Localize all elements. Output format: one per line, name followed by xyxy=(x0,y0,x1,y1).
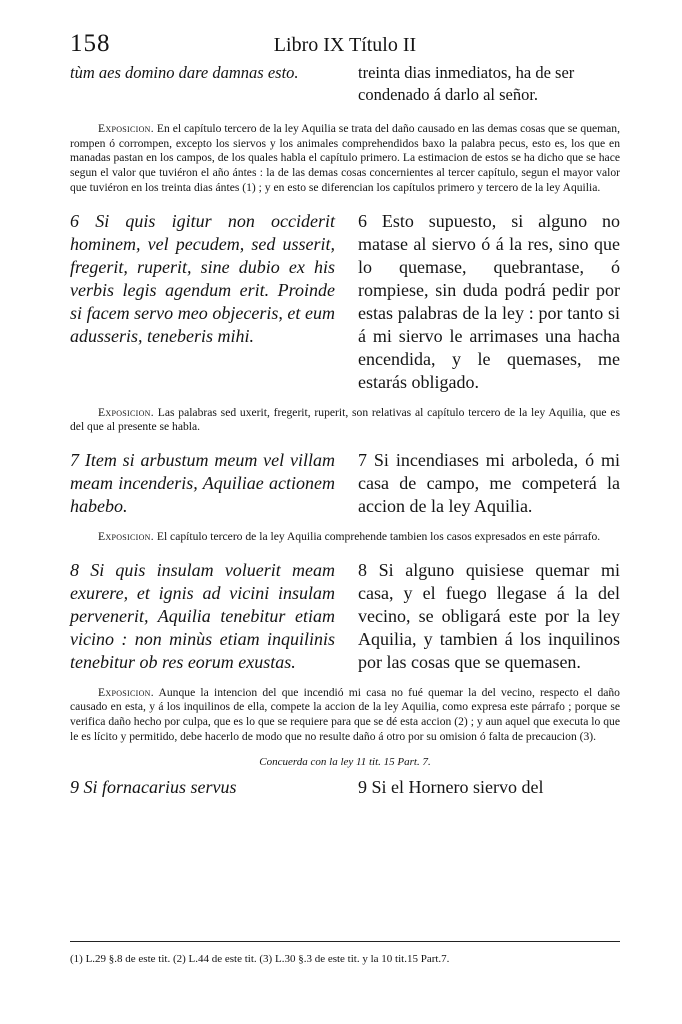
exposition-3 xyxy=(70,530,620,545)
book-page xyxy=(70,28,620,799)
concordance-note: Concuerda con la ley 11 tit. 15 Part. 7. xyxy=(259,756,431,769)
page-header xyxy=(70,28,620,62)
exposition-text: En el capítulo tercero de la ley Aquilia se trata del daño causado en las demas cosas que se queman, rompen ó corrompen, excepto los siervos y los animales comprehendidos baxo la palabra pecus, esto es, los que en manadas pastan en los campos, de los quales habla el capítulo primero. La estimacion de estos se ha dicho que se hace segun el valor que tuviéron el año ántes : la de las demas cosas concernientes al tercer capítulo, segun el mayor valor que tuviéron en los treinta dias ántes (1) ; y en esto se diferencian los capítulos primero y tercero de la ley Aquilia. xyxy=(70,122,620,194)
paragraph-9 xyxy=(70,776,620,799)
exposition-4 xyxy=(70,686,620,745)
paragraph-latin: 7 Item si arbustum meum vel villam meam incenderis, Aquiliae actionem habebo. xyxy=(70,449,335,516)
intro-latin: tùm aes domino dare damnas esto. xyxy=(70,63,299,82)
paragraph-latin: 9 Si fornacarius servus xyxy=(70,777,237,798)
intro-block xyxy=(70,62,620,106)
footnote-rule xyxy=(70,941,620,942)
paragraph-spanish: 8 Si alguno quisiese quemar mi casa, y el fuego llegase á la del vecino, se obligará este por la ley Aquilia, y tambien á los inquilinos por las cosas que se quemasen. xyxy=(358,559,620,672)
paragraph-8 xyxy=(70,559,620,674)
paragraph-latin: 8 Si quis insulam voluerit meam exurere, et ignis ad vicini insulam pervenerit, Aquilia tenebitur etiam vicino : non minùs etiam inquilinis tenebitur ob res eorum exustas. xyxy=(70,559,335,672)
exposition-label: Exposicion. xyxy=(98,685,154,699)
exposition-text: El capítulo tercero de la ley Aquilia comprehende tambien los casos expresados en este párrafo. xyxy=(156,529,601,543)
paragraph-latin: 6 Si quis igitur non occiderit hominem, vel pecudem, sed usserit, fregerit, ruperit, sine dubio ex his verbis legis agendum erit. Proinde si facem servo meo objeceris, et eum adusseris, teneberis mihi. xyxy=(70,210,335,346)
exposition-label: Exposicion. xyxy=(98,405,154,419)
exposition-1 xyxy=(70,122,620,196)
footnotes: (1) L.29 §.8 de este tit. (2) L.44 de este tit. (3) L.30 §.3 de este tit. y la 10 tit.15 Part.7. xyxy=(70,953,450,965)
paragraph-7 xyxy=(70,449,620,518)
paragraph-6 xyxy=(70,210,620,394)
paragraph-spanish: 9 Si el Hornero siervo del xyxy=(358,777,544,798)
paragraph-spanish: 6 Esto supuesto, si alguno no matase al siervo ó á la res, sino que lo quemase, quebrantase, ó rompiese, sin duda podrá pedir por estas palabras de la ley : por tanto si á mi siervo le arrimases una hacha encendida, y le quemases, me estarás obligado. xyxy=(358,210,620,392)
exposition-label: Exposicion. xyxy=(98,529,154,543)
exposition-label: Exposicion. xyxy=(98,122,154,135)
paragraph-spanish: 7 Si incendiases mi arboleda, ó mi casa de campo, me competerá la accion de la ley Aquilia. xyxy=(358,449,620,516)
exposition-text: Aunque la intencion del que incendió mi casa no fué quemar la del vecino, respecto el daño causado en esta, y á los inquilinos de ella, compete la accion de la ley Aquilia, como expresa este párrafo ; porque se verifica daño hecho por culpa, que es lo que se requiere para que se dé esta accion (2) ; y aun aquel que executa lo que le es lícito y permitido, debe hacerlo de modo que no resulte daño á otro por su omision ó falta de precaucion (3). xyxy=(70,685,620,743)
running-title: Libro IX Título II xyxy=(273,34,417,56)
intro-spanish: treinta dias inmediatos, ha de ser condenado á darlo al señor. xyxy=(358,63,575,104)
exposition-2 xyxy=(70,406,620,435)
page-number: 158 xyxy=(70,30,111,57)
exposition-text: Las palabras sed uxerit, fregerit, ruperit, son relativas al capítulo tercero de la ley Aquilia, que es del que al presente se habla. xyxy=(70,405,621,434)
